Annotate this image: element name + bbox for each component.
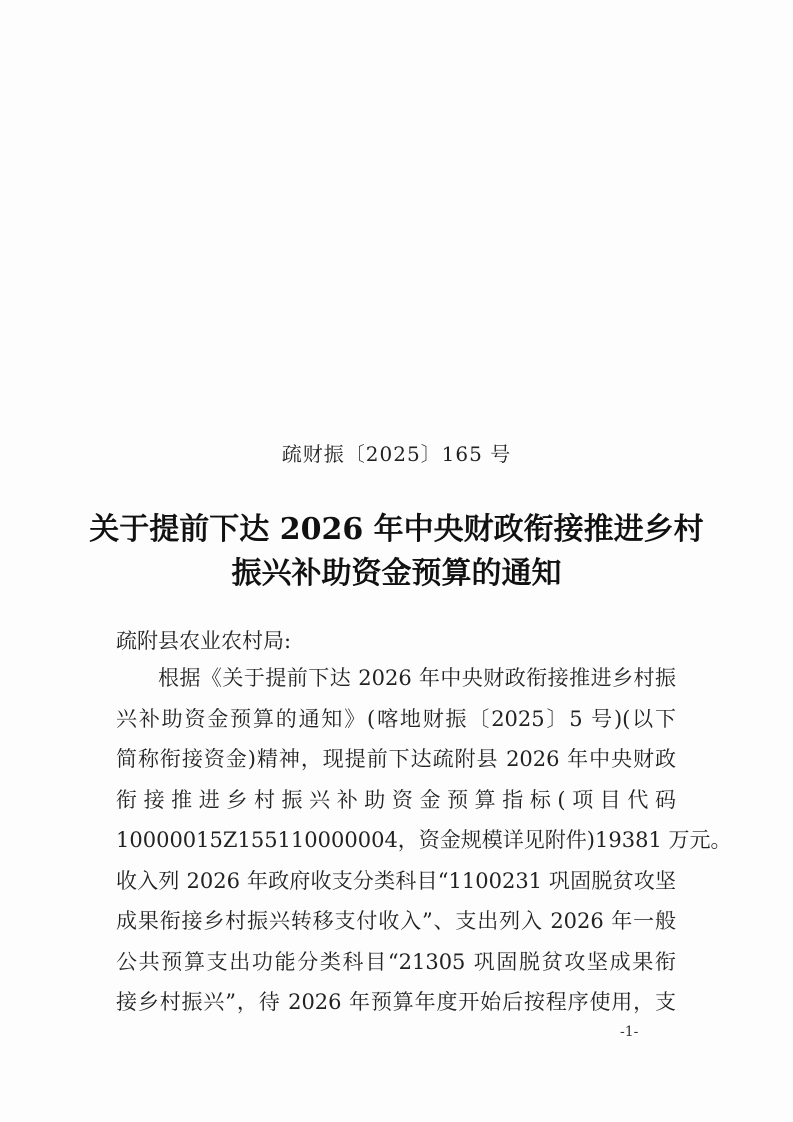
body-line: 成果衔接乡村振兴转移支付收入”、支出列入 2026 年一般 xyxy=(116,909,676,933)
title-line: 关于提前下达 2026 年中央财政衔接推进乡村 xyxy=(89,512,704,547)
document-title xyxy=(60,508,733,596)
body-line: 兴补助资金预算的通知》(喀地财振〔2025〕5 号)(以下 xyxy=(116,706,676,731)
body-text xyxy=(116,658,732,1023)
body-line: 接乡村振兴”，待 2026 年预算年度开始后按程序使用，支 xyxy=(116,990,676,1014)
body-line: 衔接推进乡村振兴补助资金预算指标(项目代码 xyxy=(116,787,676,812)
addressee: 疏附县农业农村局: xyxy=(116,629,292,653)
body-line: 10000015Z155110000004，资金规模详见附件)19381 万元。 xyxy=(116,828,732,852)
document-number: 疏财振〔2025〕165 号 xyxy=(281,442,512,466)
page-number: -1- xyxy=(620,1024,639,1040)
body-line: 根据《关于提前下达 2026 年中央财政衔接推进乡村振 xyxy=(158,666,676,690)
body-line: 收入列 2026 年政府收支分类科目“1100231 巩固脱贫攻坚 xyxy=(116,868,676,893)
body-line: 简称衔接资金)精神，现提前下达疏附县 2026 年中央财政 xyxy=(116,747,676,771)
body-line: 公共预算支出功能分类科目“21305 巩固脱贫攻坚成果衔 xyxy=(116,949,676,974)
title-line: 振兴补助资金预算的通知 xyxy=(231,556,562,591)
